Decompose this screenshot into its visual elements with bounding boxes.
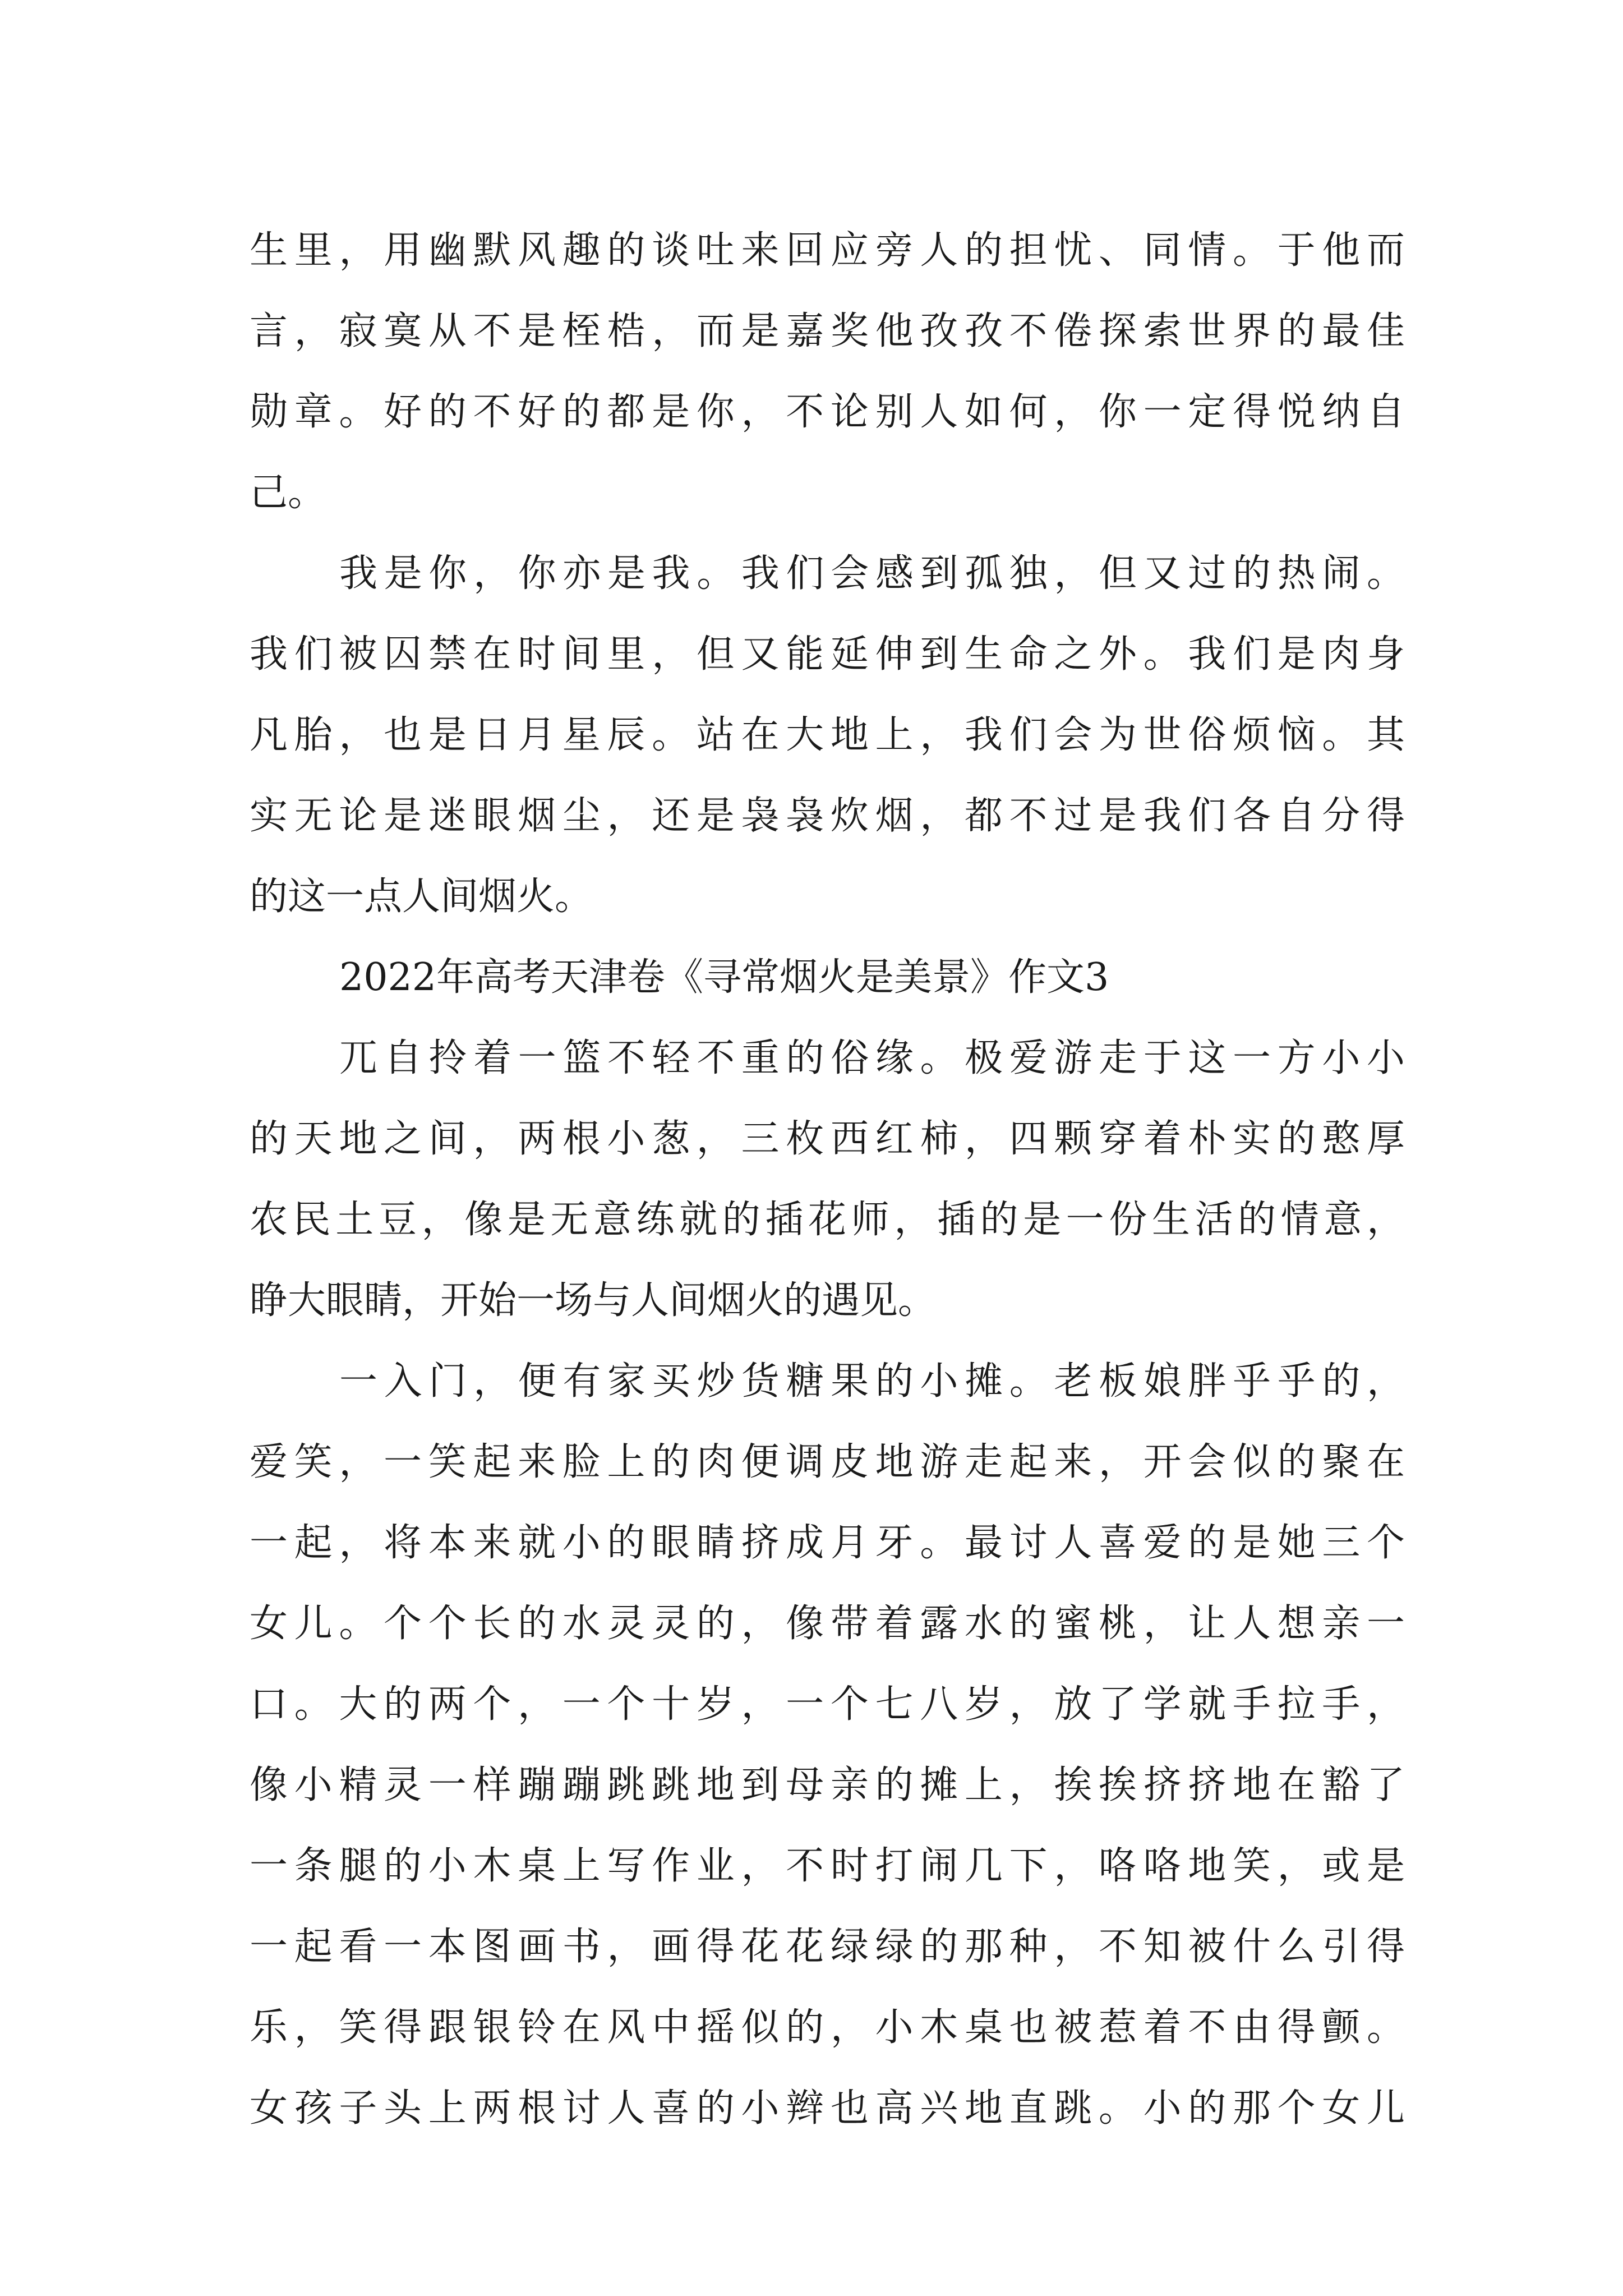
text-line: 的这一点人间烟火。 (250, 875, 593, 919)
text-line: 实无论是迷眼烟尘，还是袅袅炊烟，都不过是我们各自分得 (250, 794, 1405, 838)
text-line: 勋章。好的不好的都是你，不论别人如何，你一定得悦纳自 (250, 390, 1405, 434)
text-line: 生里，用幽默风趣的谈吐来回应旁人的担忧、同情。于他而 (250, 228, 1405, 273)
section-heading: 2022年高考天津卷《寻常烟火是美景》作文3 (339, 955, 1109, 1000)
text-line: 女儿。个个长的水灵灵的，像带着露水的蜜桃，让人想亲一 (250, 1602, 1405, 1646)
text-line: 像小精灵一样蹦蹦跳跳地到母亲的摊上，挨挨挤挤地在豁了 (250, 1763, 1405, 1807)
text-line: 女孩子头上两根讨人喜的小辫也高兴地直跳。小的那个女儿 (250, 2086, 1405, 2131)
document-body (250, 210, 1405, 2149)
text-line: 乐，笑得跟银铃在风中摇似的，小木桌也被惹着不由得颤。 (250, 2005, 1405, 2050)
text-line: 我是你，你亦是我。我们会感到孤独，但又过的热闹。 (339, 551, 1405, 596)
text-line: 一入门，便有家买炒货糖果的小摊。老板娘胖乎乎的， (339, 1359, 1405, 1404)
text-line: 农民土豆，像是无意练就的插花师，插的是一份生活的情意， (250, 1198, 1405, 1242)
text-line: 一起看一本图画书，画得花花绿绿的那种，不知被什么引得 (250, 1925, 1405, 1969)
text-line: 爱笑，一笑起来脸上的肉便调皮地游走起来，开会似的聚在 (250, 1440, 1405, 1484)
text-line: 睁大眼睛，开始一场与人间烟火的遇见。 (250, 1278, 937, 1323)
text-line: 我们被囚禁在时间里，但又能延伸到生命之外。我们是肉身 (250, 632, 1405, 677)
text-line: 兀自拎着一篮不轻不重的俗缘。极爱游走于这一方小小 (339, 1036, 1405, 1080)
text-line: 一起，将本来就小的眼睛挤成月牙。最讨人喜爱的是她三个 (250, 1521, 1405, 1565)
text-line: 一条腿的小木桌上写作业，不时打闹几下，咯咯地笑，或是 (250, 1844, 1405, 1888)
text-line: 的天地之间，两根小葱，三枚西红柿，四颗穿着朴实的憨厚 (250, 1117, 1405, 1161)
text-line: 言，寂寞从不是桎梏，而是嘉奖他孜孜不倦探索世界的最佳 (250, 309, 1405, 353)
text-line: 己。 (250, 471, 326, 515)
text-line: 口。大的两个，一个十岁，一个七八岁，放了学就手拉手， (250, 1682, 1405, 1727)
text-line: 凡胎，也是日月星辰。站在大地上，我们会为世俗烦恼。其 (250, 713, 1405, 757)
